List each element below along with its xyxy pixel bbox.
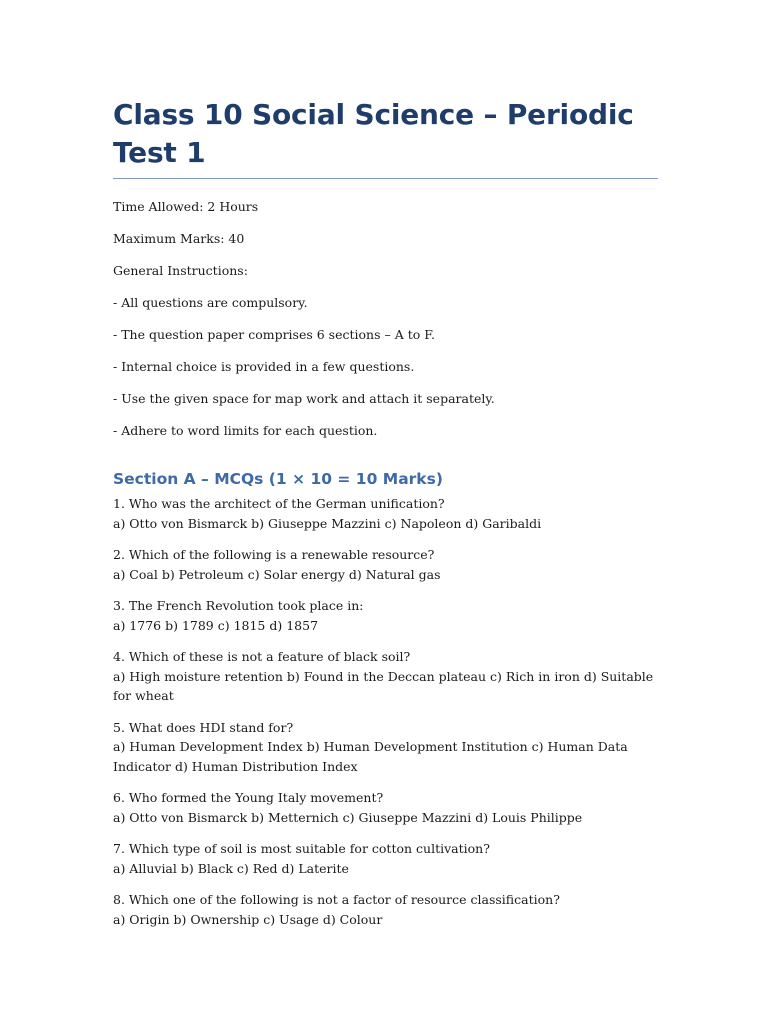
question-item bbox=[113, 890, 658, 929]
question-item bbox=[113, 545, 658, 584]
question-item bbox=[113, 494, 658, 533]
question-item bbox=[113, 839, 658, 878]
question-text: 2. Which of the following is a renewable resource? bbox=[113, 547, 435, 562]
question-options: a) Human Development Index b) Human Development Institution c) Human Data Indicator d) Human Distribution Index bbox=[113, 739, 628, 774]
instruction-item: - Adhere to word limits for each question. bbox=[113, 423, 378, 438]
question-text: 6. Who formed the Young Italy movement? bbox=[113, 790, 384, 805]
question-text: 3. The French Revolution took place in: bbox=[113, 598, 364, 613]
question-item bbox=[113, 596, 658, 635]
question-options: a) Otto von Bismarck b) Metternich c) Giuseppe Mazzini d) Louis Philippe bbox=[113, 809, 583, 825]
question-text: 4. Which of these is not a feature of black soil? bbox=[113, 649, 411, 664]
question-text: 8. Which one of the following is not a factor of resource classification? bbox=[113, 892, 560, 907]
page-title: Class 10 Social Science – Periodic Test 1 bbox=[113, 96, 658, 179]
question-options: a) Otto von Bismarck b) Giuseppe Mazzini c) Napoleon d) Garibaldi bbox=[113, 515, 542, 531]
general-instructions-label: General Instructions: bbox=[113, 263, 248, 278]
instruction-item: - Internal choice is provided in a few questions. bbox=[113, 359, 415, 374]
document-page bbox=[113, 96, 658, 941]
instruction-item: - The question paper comprises 6 sections – A to F. bbox=[113, 327, 435, 342]
test-meta bbox=[113, 198, 658, 440]
question-item bbox=[113, 647, 658, 706]
question-options: a) Coal b) Petroleum c) Solar energy d) Natural gas bbox=[113, 566, 441, 582]
question-item bbox=[113, 718, 658, 777]
maximum-marks: Maximum Marks: 40 bbox=[113, 231, 245, 246]
instruction-item: - All questions are compulsory. bbox=[113, 295, 308, 310]
question-options: a) 1776 b) 1789 c) 1815 d) 1857 bbox=[113, 617, 319, 633]
question-item bbox=[113, 788, 658, 827]
question-text: 1. Who was the architect of the German unification? bbox=[113, 496, 445, 511]
question-options: a) High moisture retention b) Found in the Deccan plateau c) Rich in iron d) Suitable for wheat bbox=[113, 668, 654, 703]
question-text: 7. Which type of soil is most suitable for cotton cultivation? bbox=[113, 841, 490, 856]
time-allowed: Time Allowed: 2 Hours bbox=[113, 199, 259, 214]
question-options: a) Origin b) Ownership c) Usage d) Colour bbox=[113, 911, 383, 927]
instruction-item: - Use the given space for map work and attach it separately. bbox=[113, 391, 495, 406]
question-text: 5. What does HDI stand for? bbox=[113, 719, 294, 735]
section-a-heading: Section A – MCQs (1 × 10 = 10 Marks) bbox=[113, 470, 443, 488]
question-options: a) Alluvial b) Black c) Red d) Laterite bbox=[113, 860, 349, 876]
